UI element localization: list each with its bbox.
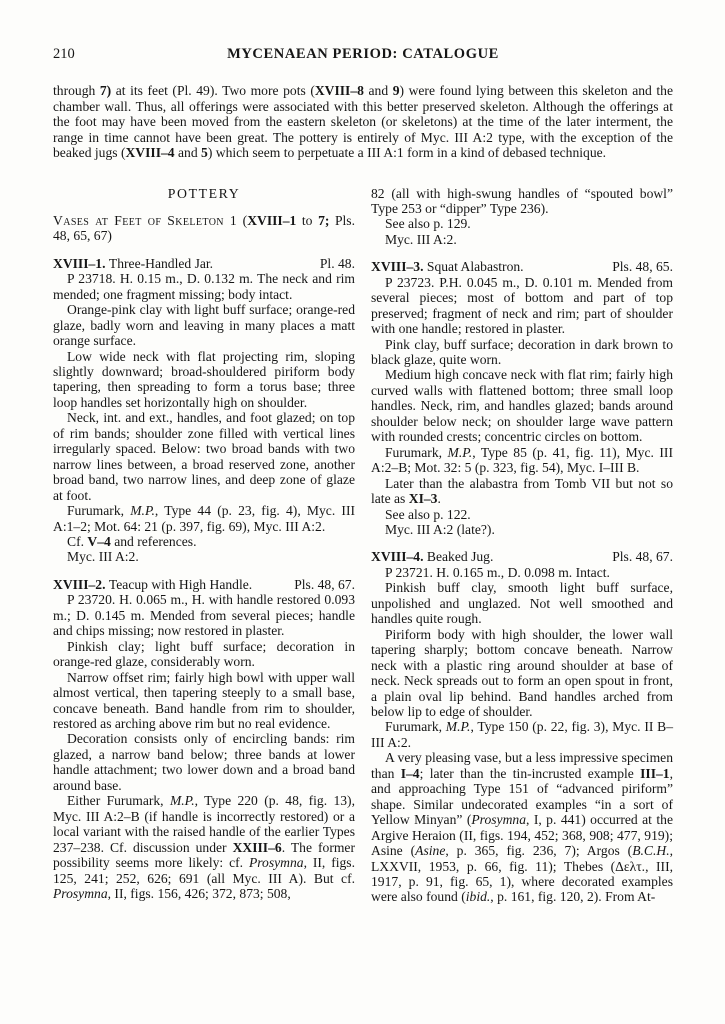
paragraph xyxy=(371,750,673,905)
text-segment: Prosymna xyxy=(53,885,108,901)
text-segment: I–4 xyxy=(400,765,420,781)
text-segment: M.P. xyxy=(130,503,155,519)
text-segment: , Type 220 (p. 48, fig. 13), Myc. III A:2–B (if handle is incorrectly restored) or a local variant with the raised handle of the earlier Types 237–238. Cf. discussion under xyxy=(53,793,355,855)
text-segment: P 23720. H. 0.065 m., H. with handle restored 0.093 m.; D. 0.145 m. Mended from several pieces; handle and chips missing; now restored in plaster. xyxy=(53,592,355,639)
right-column xyxy=(371,186,673,905)
text-segment: P 23721. H. 0.165 m., D. 0.098 m. Intact. xyxy=(385,564,610,580)
text-segment: Prosymna xyxy=(248,855,304,871)
text-segment: III–1 xyxy=(640,765,670,781)
entry-number: XVIII–1. xyxy=(53,255,109,271)
text-segment: Furumark, xyxy=(385,719,446,735)
paragraph xyxy=(53,410,355,503)
text-segment: M.P. xyxy=(447,444,473,460)
paragraph xyxy=(371,719,673,750)
text-segment: Neck, int. and ext., handles, and foot glazed; on top of rim bands; shoulder zone filled with vertical lines irregularly spaced. Below: two broad bands with two narrow lines between, a broad reserved zone, another broad band, two narrow lines, and deep zone of glaze at foot. xyxy=(53,410,355,503)
text-segment: . xyxy=(437,491,441,507)
entry-number: XVIII–3. xyxy=(371,259,427,275)
text-segment: , Type 44 (p. 23, fig. 4), Myc. III A:1–2; Mot. 64: 21 (p. 397, fig. 69), Myc. III A:2. xyxy=(53,503,355,534)
text-segment: XXIII–6 xyxy=(232,839,282,855)
text-segment: through xyxy=(53,83,100,98)
entry-heading xyxy=(53,256,355,271)
entry-name xyxy=(53,577,252,592)
text-segment: XVIII–4 xyxy=(125,145,175,160)
page-number: 210 xyxy=(53,46,75,62)
text-segment: . The former possibility seems more likely: cf. xyxy=(53,839,355,871)
text-segment: Medium high concave neck with flat rim; fairly high curved walls with flattened bottom; three small loop handles. Neck, rim, and handles glazed; bands around shoulder below neck; on shoulder large wave pattern with rounded crests; concentric circles on bottom. xyxy=(371,367,673,445)
text-segment: and references. xyxy=(110,534,197,550)
running-title: MYCENAEAN PERIOD: CATALOGUE xyxy=(227,46,499,62)
text-segment: Decoration consists only of encircling bands: rim glazed, a narrow band below; three bands at lower handle attachment; two lower down and a broad band around base. xyxy=(53,731,355,793)
text-segment: to xyxy=(296,212,319,228)
text-segment: , I, p. 441) occurred at the Argive Heraion (II, figs. 194, 452; 368, 908; 477, 919); Asine ( xyxy=(371,812,673,859)
paragraph xyxy=(371,476,673,507)
entry-title: Squat Alabastron. xyxy=(426,259,524,275)
paragraph xyxy=(53,271,355,302)
paragraph xyxy=(53,213,355,244)
text-segment: , p. 161, fig. 120, 2). From At- xyxy=(490,889,656,905)
text-segment: ) were found lying between this skeleton and the chamber wall. Thus, all offerings were associated with this better preserved skeleton. Although the offerings at the foot may have been moved from the eastern skeleton (or skeletons) at the time of the later interment, the range in time cannot have been great. The pottery is entirely of Myc. III A:2 type, with the exception of the beaked jugs ( xyxy=(53,83,674,160)
page-header xyxy=(53,46,673,66)
paragraph xyxy=(371,445,673,476)
paragraph xyxy=(371,216,673,231)
text-segment: Narrow offset rim; fairly high bowl with upper wall almost vertical, then tapering steeply to a small base, concave beneath. Band handle from rim to shoulder, restored as arching above rim but no real evidence. xyxy=(53,669,355,731)
paragraph xyxy=(371,275,673,337)
text-segment: , II, figs. 125, 241; 252, 626; 691 (all Myc. III A). But cf. xyxy=(53,855,355,886)
entry-heading xyxy=(371,259,673,274)
text-segment: ) which seem to perpetuate a III A:1 form in a kind of debased technique. xyxy=(207,145,607,160)
intro-paragraph xyxy=(53,83,673,161)
text-segment: Myc. III A:2. xyxy=(67,549,139,565)
paragraph xyxy=(53,534,355,549)
text-segment: Furumark, xyxy=(67,503,131,519)
text-segment: See also p. 129. xyxy=(385,216,471,232)
text-segment: Pink clay, buff surface; decoration in dark brown to black glaze, quite worn. xyxy=(371,336,673,368)
text-segment: M.P. xyxy=(169,793,195,809)
paragraph xyxy=(371,337,673,368)
text-segment: A very pleasing vase, but a less impressive specimen than xyxy=(371,750,673,781)
text-segment: Myc. III A:2. xyxy=(385,231,457,247)
text-segment: 7) xyxy=(99,83,112,98)
paragraph xyxy=(53,793,355,901)
text-segment: XVIII–8 xyxy=(314,83,364,98)
plate-reference: Pls. 48, 67. xyxy=(294,576,355,592)
paragraph xyxy=(53,639,355,670)
entry-name xyxy=(53,256,213,271)
text-segment: Pls. 48, 65, 67) xyxy=(53,212,355,244)
text-segment: Piriform body with high shoulder, the lower wall tapering sharply; bottom concave beneath. Narrow neck with a plastic ring around shoulder at base of neck. Neck spreads out to form an open spout in front, a plain oval lip behind. Band handles arched from below lip to edge of shoulder. xyxy=(371,626,673,719)
text-segment: Furumark, xyxy=(385,444,448,460)
text-segment: , LXXVII, 1953, p. 66, fig. 11); Thebes (Δελτ., III, 1917, p. 91, fig. 65, 1), where decorated examples were also found ( xyxy=(371,843,674,905)
text-segment: , II, figs. 156, 426; 372, 873; 508, xyxy=(107,885,291,901)
text-segment: , p. 365, fig. 236, 7); Argos ( xyxy=(445,843,633,859)
entry-title: Beaked Jug. xyxy=(426,549,494,565)
paragraph xyxy=(371,232,673,247)
text-segment: Pinkish clay; light buff surface; decoration in orange-red glaze, considerably worn. xyxy=(53,638,355,670)
text-segment: Vases at Feet of Skeleton 1 xyxy=(53,212,238,228)
text-segment: XVIII–1 xyxy=(247,212,297,228)
text-segment: P 23723. P.H. 0.045 m., D. 0.101 m. Mended from several pieces; most of bottom and part of top preserved; fragment of neck and rim; part of shoulder with one handle; restored in plaster. xyxy=(371,274,673,337)
plate-reference: Pls. 48, 65. xyxy=(612,259,673,275)
entry-number: XVIII–4. xyxy=(371,549,427,565)
entry-heading xyxy=(371,549,673,564)
text-segment: Low wide neck with flat projecting rim, sloping slightly downward; broad-shouldered piriform body tapering, then spreading to form a torus base; three loop handles set horizontally high on shoulder. xyxy=(53,348,355,410)
text-segment: See also p. 122. xyxy=(385,506,471,522)
text-segment: B.C.H. xyxy=(632,843,670,859)
text-segment: , Type 85 (p. 41, fig. 11), Myc. III A:2–B; Mot. 32: 5 (p. 323, fig. 54), Myc. I–III B. xyxy=(371,444,673,476)
paragraph xyxy=(371,507,673,522)
text-segment: Later than the alabastra from Tomb VII but not so late as xyxy=(371,475,673,507)
entry-number: XVIII–2. xyxy=(53,576,109,592)
paragraph xyxy=(371,580,673,626)
paragraph xyxy=(53,302,355,348)
paragraph xyxy=(53,503,355,534)
paragraph xyxy=(53,349,355,411)
text-segment: ( xyxy=(237,212,248,228)
text-segment: Cf. xyxy=(67,534,88,550)
text-segment: 9 xyxy=(392,83,400,98)
text-segment: Orange-pink clay with light buff surface; orange-red glaze, badly worn and leaving in many places a matt orange surface. xyxy=(53,302,355,349)
entry-title: Three-Handled Jar. xyxy=(108,255,214,271)
text-segment: P 23718. H. 0.15 m., D. 0.132 m. The neck and rim mended; one fragment missing; body intact. xyxy=(53,271,355,302)
entry-name xyxy=(371,259,524,274)
paragraph xyxy=(371,186,673,217)
paragraph xyxy=(53,549,355,564)
paragraph xyxy=(371,627,673,720)
paragraph xyxy=(371,565,673,580)
entry-heading xyxy=(53,577,355,592)
plate-reference: Pl. 48. xyxy=(319,255,355,271)
text-segment: , Type 150 (p. 22, fig. 3), Myc. II B–III A:2. xyxy=(371,719,673,750)
text-segment: Prosymna xyxy=(471,812,526,828)
plate-reference: Pls. 48, 67. xyxy=(612,549,673,565)
entry-name xyxy=(371,549,493,564)
text-segment: ; later than the tin-incrusted example xyxy=(419,765,641,781)
paragraph xyxy=(371,367,673,444)
text-segment: V–4 xyxy=(87,534,111,550)
text-segment: and xyxy=(363,83,393,98)
section-heading: POTTERY xyxy=(167,185,241,201)
text-segment: Asine xyxy=(415,843,446,859)
text-segment: 5 xyxy=(201,145,208,160)
paragraph xyxy=(53,731,355,793)
text-segment: Either Furumark, xyxy=(67,793,170,809)
text-segment: , and approaching Type 151 of “advanced piriform” shape. Similar undecorated examples “in a sort of Yellow Minyan” ( xyxy=(371,765,673,828)
text-columns xyxy=(53,186,673,905)
paragraph xyxy=(53,592,355,638)
text-segment: Pinkish buff clay, smooth light buff surface, unpolished and unglazed. Not well smoothed and handles quite rough. xyxy=(371,580,673,627)
paragraph xyxy=(53,670,355,732)
text-segment: at its feet (Pl. 49). Two more pots ( xyxy=(111,83,315,98)
left-column xyxy=(53,186,355,905)
text-segment: M.P. xyxy=(445,719,471,735)
text-segment: and xyxy=(174,145,202,160)
entry-title: Teacup with High Handle. xyxy=(108,576,253,592)
text-segment: ibid. xyxy=(465,889,491,905)
text-segment: 82 (all with high-swung handles of “spouted bowl” Type 253 or “dipper” Type 236). xyxy=(371,185,673,216)
text-segment: 7; xyxy=(318,212,330,228)
text-segment: XI–3 xyxy=(408,491,438,507)
paragraph xyxy=(371,522,673,537)
text-segment: Myc. III A:2 (late?). xyxy=(385,522,495,538)
